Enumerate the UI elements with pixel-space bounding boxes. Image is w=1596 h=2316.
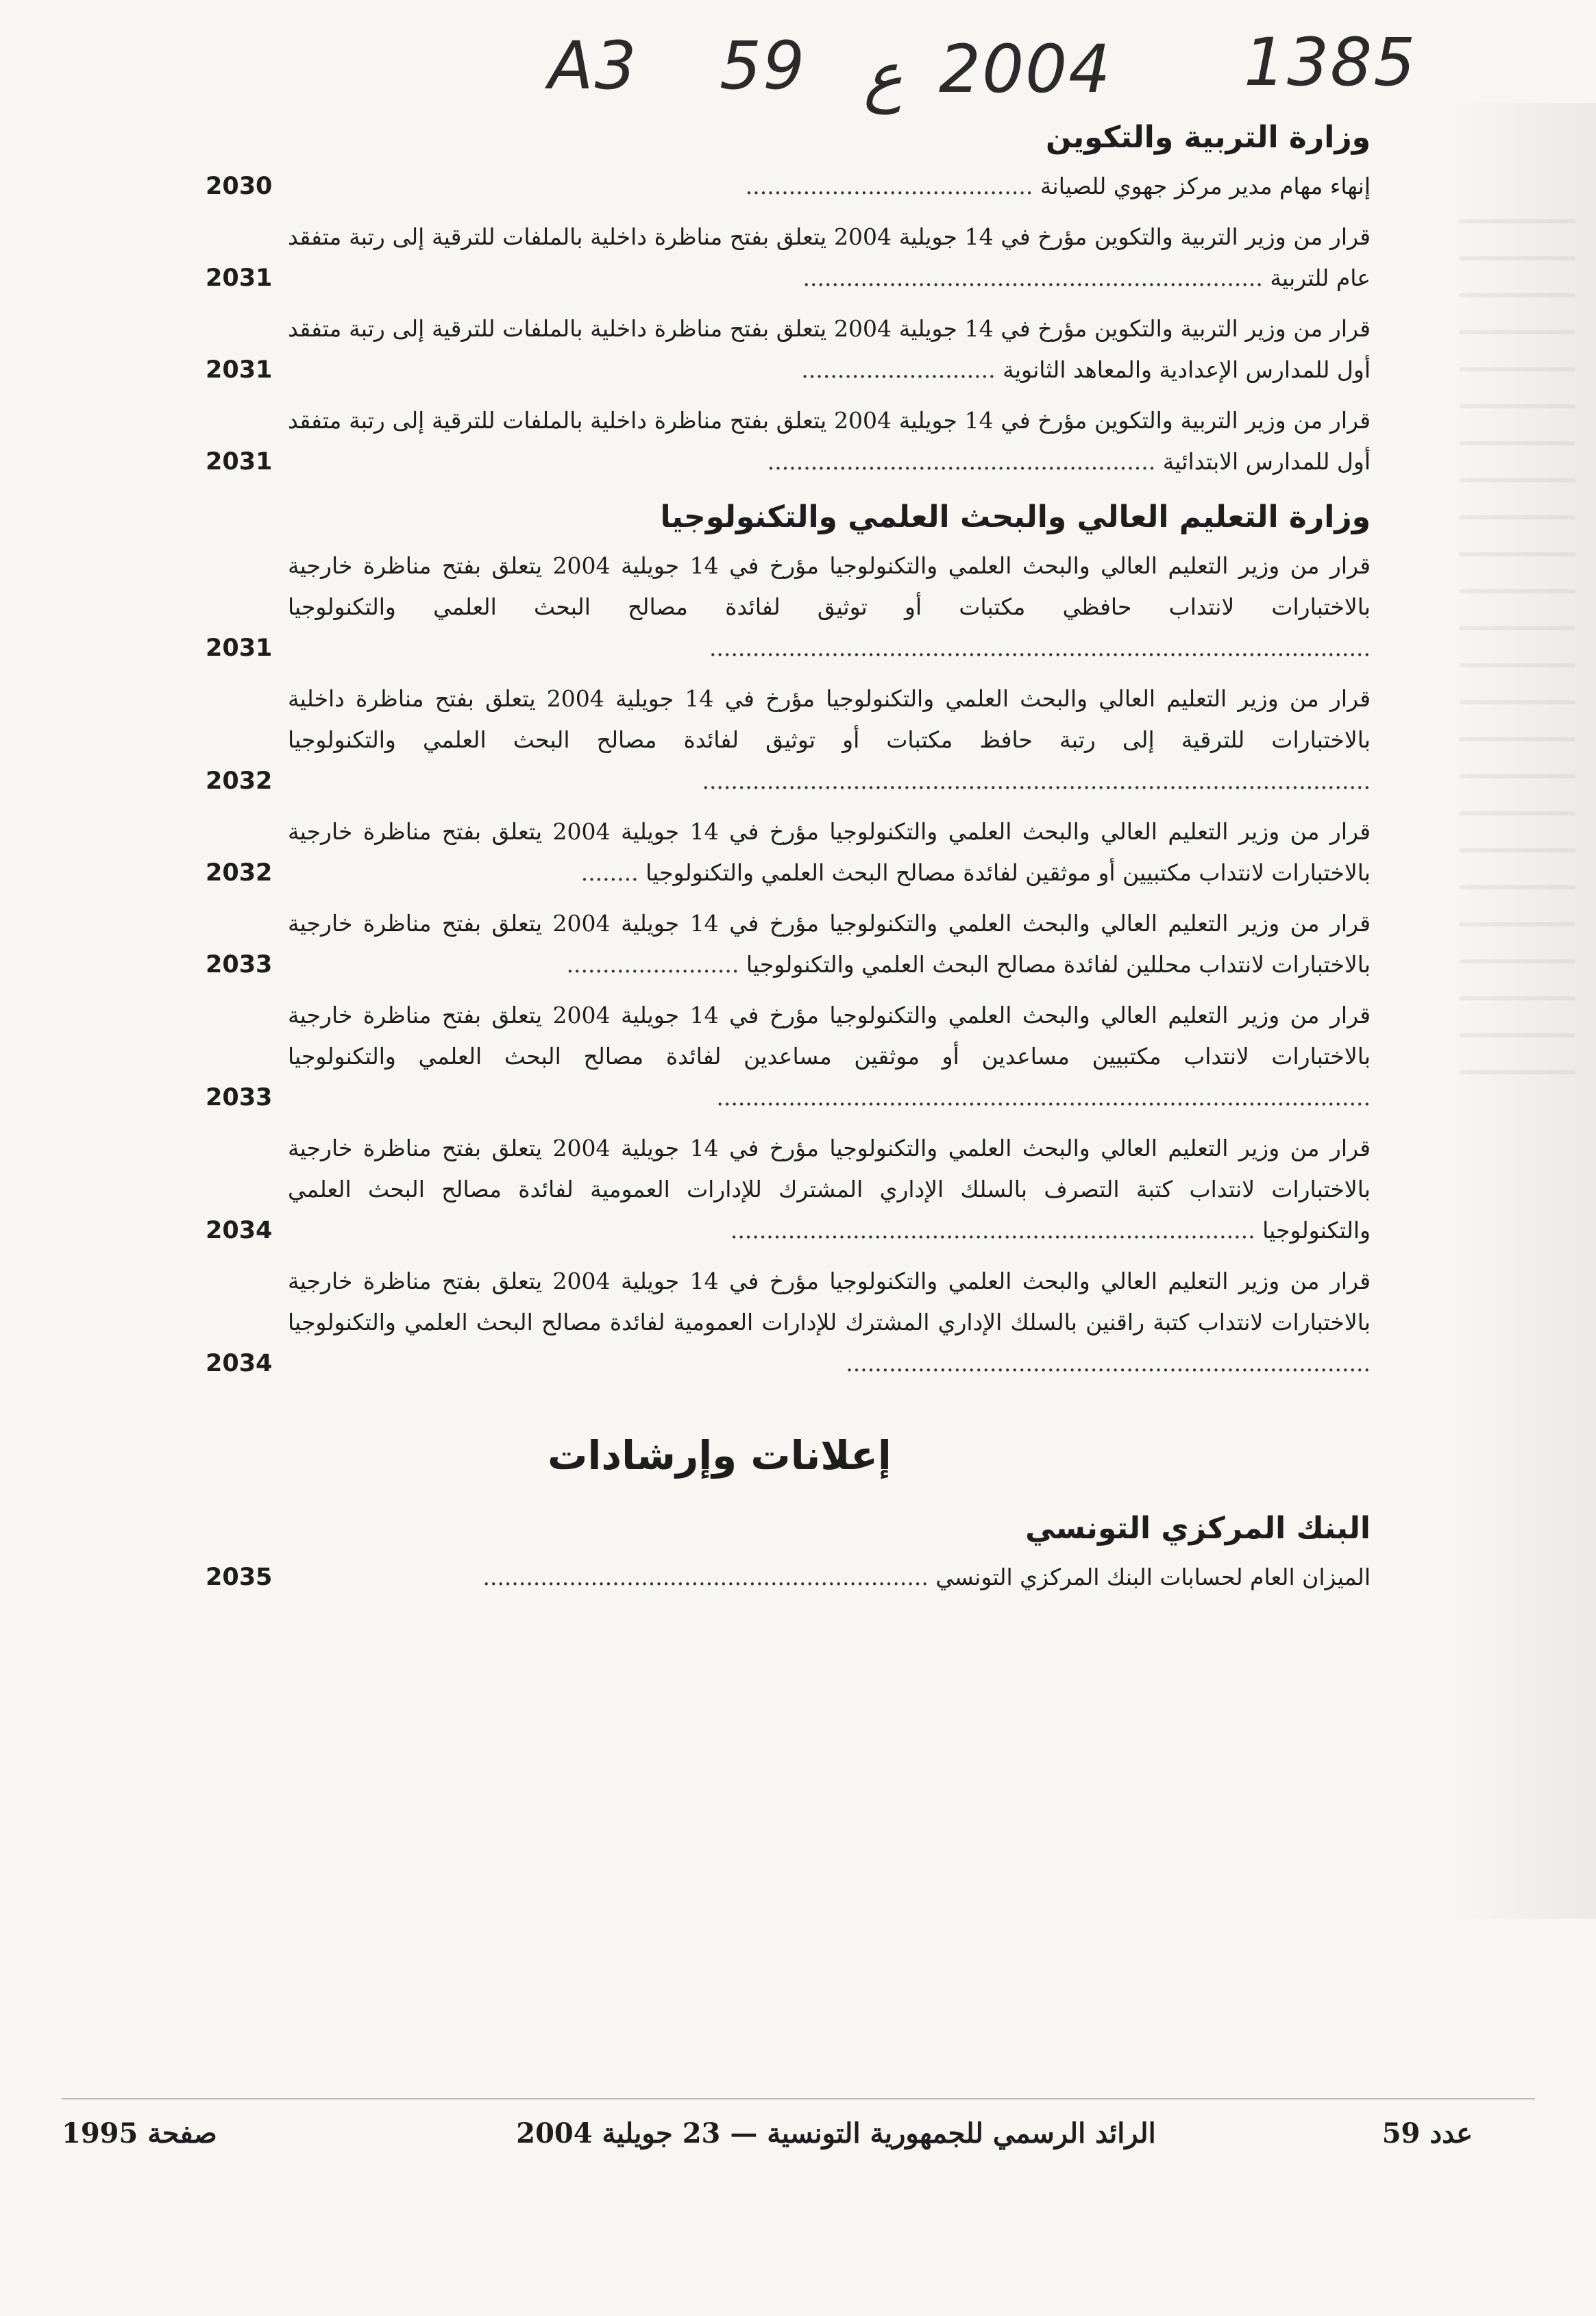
entry-text: إنهاء مهام مدير مركز جهوي للصيانة <box>1040 173 1371 199</box>
leader-dots: ........................... <box>801 356 996 383</box>
toc-entry[interactable] <box>206 995 1371 1118</box>
footer-issue-number: عدد 59 <box>1382 2117 1473 2149</box>
leader-dots: ............................................................................................. <box>702 767 1371 794</box>
table-of-contents <box>206 103 1371 1607</box>
section-title-education: وزارة التربية والتكوين <box>1045 120 1371 155</box>
toc-entry[interactable] <box>206 400 1371 482</box>
toc-entry[interactable] <box>206 1557 1371 1598</box>
leader-dots: ........................................................................................... <box>716 1084 1371 1111</box>
toc-entry[interactable] <box>206 903 1371 985</box>
handwritten-letter: ع <box>863 38 903 114</box>
entry-page-number: 2032 <box>206 859 273 887</box>
facing-page-bleed <box>1452 103 1596 1919</box>
entry-page-number: 2031 <box>206 635 273 662</box>
entry-text: قرار من وزير التعليم العالي والبحث العلمي والتكنولوجيا مؤرخ في 14 جويلية 2004 يتعلق بفتح مناظرة خارجية بالاختبارات لانتداب كتبة التصرف بالسلك الإداري المشترك للإدارات العمومية لفائدة مصالح البحث العلمي والتكنولوجيا <box>288 1135 1371 1244</box>
section-title-central-bank: البنك المركزي التونسي <box>1025 1511 1371 1546</box>
footer-divider <box>62 2098 1535 2099</box>
entry-text: قرار من وزير التعليم العالي والبحث العلمي والتكنولوجيا مؤرخ في 14 جويلية 2004 يتعلق بفتح مناظرة خارجية بالاختبارات لانتداب مكتبيين أو موثقين لفائدة مصالح البحث العلمي والتكنولوجيا <box>288 818 1371 886</box>
toc-entry[interactable] <box>206 166 1371 207</box>
entry-page-number: 2031 <box>206 264 273 292</box>
leader-dots: ...................................................... <box>767 448 1156 475</box>
handwritten-code: 1385 <box>1244 24 1417 101</box>
leader-dots: ........ <box>580 859 639 886</box>
handwritten-ref: A3 <box>548 27 638 104</box>
notices-heading: إعلانات وإرشادات <box>548 1432 892 1479</box>
handwritten-number: 59 <box>720 27 807 104</box>
page-footer <box>0 2117 1596 2165</box>
toc-entry[interactable] <box>206 217 1371 299</box>
entry-text: قرار من وزير التربية والتكوين مؤرخ في 14 جويلية 2004 يتعلق بفتح مناظرة داخلية بالملفات للترقية إلى رتبة متفقد أول للمدارس الابتدائية <box>288 407 1371 475</box>
entry-text: قرار من وزير التعليم العالي والبحث العلمي والتكنولوجيا مؤرخ في 14 جويلية 2004 يتعلق بفتح مناظرة خارجية بالاختبارات لانتداب مكتبيين مساعدين أو موثقين مساعدين لفائدة مصالح البحث العلمي والتكنولوجيا <box>288 1002 1371 1070</box>
leader-dots: ......................................................................... <box>730 1217 1255 1244</box>
leader-dots: ........................ <box>566 951 739 978</box>
entry-page-number: 2031 <box>206 356 273 384</box>
toc-entry[interactable] <box>206 1128 1371 1251</box>
entry-text: قرار من وزير التعليم العالي والبحث العلمي والتكنولوجيا مؤرخ في 14 جويلية 2004 يتعلق بفتح مناظرة خارجية بالاختبارات لانتداب كتبة راقنين بالسلك الإداري المشترك للإدارات العمومية لفائدة مصالح البحث العلمي والتكنولوجيا <box>288 1268 1371 1335</box>
entry-page-number: 2030 <box>206 173 273 200</box>
entry-page-number: 2035 <box>206 1564 273 1591</box>
entry-text: قرار من وزير التربية والتكوين مؤرخ في 14 جويلية 2004 يتعلق بفتح مناظرة داخلية بالملفات للترقية إلى رتبة متفقد عام للتربية <box>288 223 1371 291</box>
toc-entry[interactable] <box>206 308 1371 391</box>
leader-dots: ......................................................................... <box>846 1350 1371 1377</box>
entry-page-number: 2032 <box>206 767 273 795</box>
entry-page-number: 2033 <box>206 951 273 978</box>
leader-dots: ................................................................ <box>802 264 1263 291</box>
toc-entry[interactable] <box>206 811 1371 894</box>
leader-dots: ........................................ <box>745 173 1033 199</box>
leader-dots: ............................................................................................ <box>709 635 1371 661</box>
entry-page-number: 2031 <box>206 448 273 476</box>
toc-entry[interactable] <box>206 545 1371 669</box>
toc-entry[interactable] <box>206 1261 1371 1384</box>
entry-text: قرار من وزير التعليم العالي والبحث العلمي والتكنولوجيا مؤرخ في 14 جويلية 2004 يتعلق بفتح مناظرة خارجية بالاختبارات لانتداب حافظي مكتبات أو توثيق لفائدة مصالح البحث العلمي والتكنولوجيا <box>288 552 1371 620</box>
handwritten-year: 2004 <box>939 31 1112 108</box>
toc-entry[interactable] <box>206 678 1371 802</box>
section-title-higher-education: وزارة التعليم العالي والبحث العلمي والتكنولوجيا <box>660 500 1371 534</box>
footer-page-number: صفحة 1995 <box>62 2117 217 2149</box>
entry-page-number: 2034 <box>206 1217 273 1244</box>
footer-gazette-title: الرائد الرسمي للجمهورية التونسية — 23 جويلية 2004 <box>516 2117 1156 2149</box>
leader-dots: .............................................................. <box>482 1564 929 1590</box>
entry-text: قرار من وزير التعليم العالي والبحث العلمي والتكنولوجيا مؤرخ في 14 جويلية 2004 يتعلق بفتح مناظرة خارجية بالاختبارات لانتداب محللين لفائدة مصالح البحث العلمي والتكنولوجيا <box>288 910 1371 978</box>
entry-page-number: 2034 <box>206 1350 273 1377</box>
entry-page-number: 2033 <box>206 1084 273 1111</box>
entry-text: قرار من وزير التعليم العالي والبحث العلمي والتكنولوجيا مؤرخ في 14 جويلية 2004 يتعلق بفتح مناظرة داخلية بالاختبارات للترقية إلى رتبة حافظ مكتبات أو توثيق لفائدة مصالح البحث العلمي والتكنولوجيا <box>288 685 1371 753</box>
entry-text: قرار من وزير التربية والتكوين مؤرخ في 14 جويلية 2004 يتعلق بفتح مناظرة داخلية بالملفات للترقية إلى رتبة متفقد أول للمدارس الإعدادية والمعاهد الثانوية <box>288 315 1371 383</box>
entry-text: الميزان العام لحسابات البنك المركزي التونسي <box>935 1564 1371 1590</box>
